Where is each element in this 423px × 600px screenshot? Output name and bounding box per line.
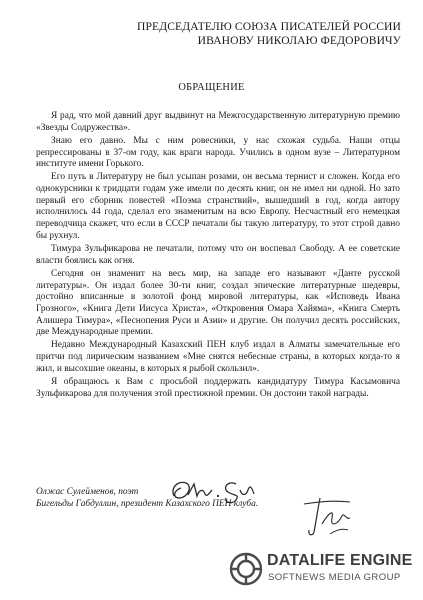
signature-gabdullin [300,494,355,539]
watermark-subtitle: SOFTNEWS MEDIA GROUP [268,572,401,583]
paragraph: Я рад, что мой давний друг выдвинут на Межгосударственную литературную премию «Звезды Содружества». [36,111,400,133]
signature-suleimenov [166,474,261,510]
addressee-line: ПРЕДСЕДАТЕЛЮ СОЮЗА ПИСАТЕЛЕЙ РОССИИ [137,20,401,33]
paragraph: Знаю его давно. Мы с ним ровесники, у нас схожая судьба. Наши отцы репрессированы в 37-ом году, как враги народа. Учились в одном вузе – Литературном институте имени Горького. [36,135,400,170]
datalife-logo-icon [229,552,263,586]
addressee-block [101,20,401,48]
watermark-title: DATALIFE ENGINE [267,552,413,569]
paragraph: Я обращаюсь к Вам с просьбой поддержать кандидатуру Тимура Касымовича Зульфикарова для получения этой престижной премии. Он достоин такой награды. [36,377,400,399]
paragraph: Сегодня он знаменит на весь мир, на западе его называют «Данте русской литературы». Он издал более 30-ти книг, создал эпические литературные шедевры, достойно вписанные в золотой фонд мировой литературы, как «Исповедь Ивана Грозного», «Книга Дети Иисуса Христа», «Откровения Омара Хайяма», «Книга Смерть Алишера Тимура», «Песнопения Руси и Азии» и другие. Он получил десять российских, две Международные премии. [36,268,400,338]
datalife-watermark [229,548,419,590]
paragraph: Тимура Зульфикарова не печатали, потому что он воспевал Свободу. А ее советские власти боялись как огня. [36,244,400,266]
signer-line: Олжас Сулейменов, поэт [36,487,139,497]
paragraph: Его путь в Литературу не был усыпан розами, он весьма тернист и сложен. Когда его однокурсники к тридцати годам уже имели по десять книг, он не имел ни одной. Но зато первый его сборник повестей «Поэма странствий», вышедший в год, когда автору исполнилось 44 года, сделал его знаменитым на всю Европу. Несчастный его немецкая переводчица скажет, что если в СССР печатали бы такую литературу, то этот строй давно бы рухнул. [36,172,400,241]
paragraph: Недавно Международный Казахский ПЕН клуб издал в Алматы замечательные его притчи под лирическим названием «Мне снятся небесные страны, в которых когда-то я жил, и высохшие океаны, в которых я рыбой скользил». [36,340,400,374]
signer-line: Бигельды Габдуллин, президент Казахского ПЕН клуба. [36,498,259,509]
document-title: ОБРАЩЕНИЕ [178,82,245,93]
letter-body [36,111,400,402]
addressee-line: ИВАНОВУ НИКОЛАЮ ФЕДОРОВИЧУ [197,34,401,47]
